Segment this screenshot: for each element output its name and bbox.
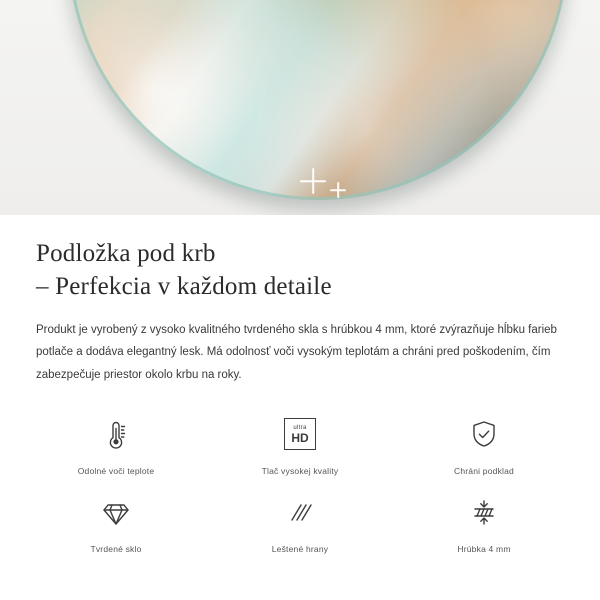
hero-image [0,0,600,215]
product-description: Produkt je vyrobený z vysoko kvalitného tvrdeného skla s hrúbkou 4 mm, ktoré zvýrazňuje hĺbku farieb potlače a dodáva elegantný lesk. Má odolnosť voči vysokým teplotám a chráni pred poškodením, čím zabezpečuje priestor okolo krbu na roky. [36,324,557,381]
feature-item-surface-protection [392,412,576,476]
content-section [0,215,600,386]
shield-check-icon [464,412,504,456]
ultra-hd-badge-top: ultra [293,424,307,431]
feature-item-temperature [24,412,208,476]
feature-grid [0,412,600,554]
feature-label: Leštené hrany [271,544,329,555]
feature-label: Hrúbka 4 mm [457,544,511,555]
feature-item-print-quality [208,412,392,476]
page-title-line-1: Podložka pod krb [36,240,216,267]
ultra-hd-badge-bottom: HD [291,430,309,445]
ultra-hd-icon [284,412,316,456]
page-title [36,237,564,303]
feature-item-polished-edges [208,490,392,554]
feature-label: Tlač vysokej kvality [261,466,339,477]
feature-label: Odolné voči teplote [77,466,155,477]
feature-label: Chráni podklad [454,466,514,477]
feature-item-thickness [392,490,576,554]
thermometer-icon [96,412,136,456]
page-title-line-2: – Perfekcia v každom detaile [36,273,332,300]
thickness-arrows-icon [464,490,504,534]
feature-label: Tvrdené sklo [90,544,142,555]
feature-item-tempered-glass [24,490,208,554]
diamond-icon [96,490,136,534]
polished-edges-icon [280,490,320,534]
